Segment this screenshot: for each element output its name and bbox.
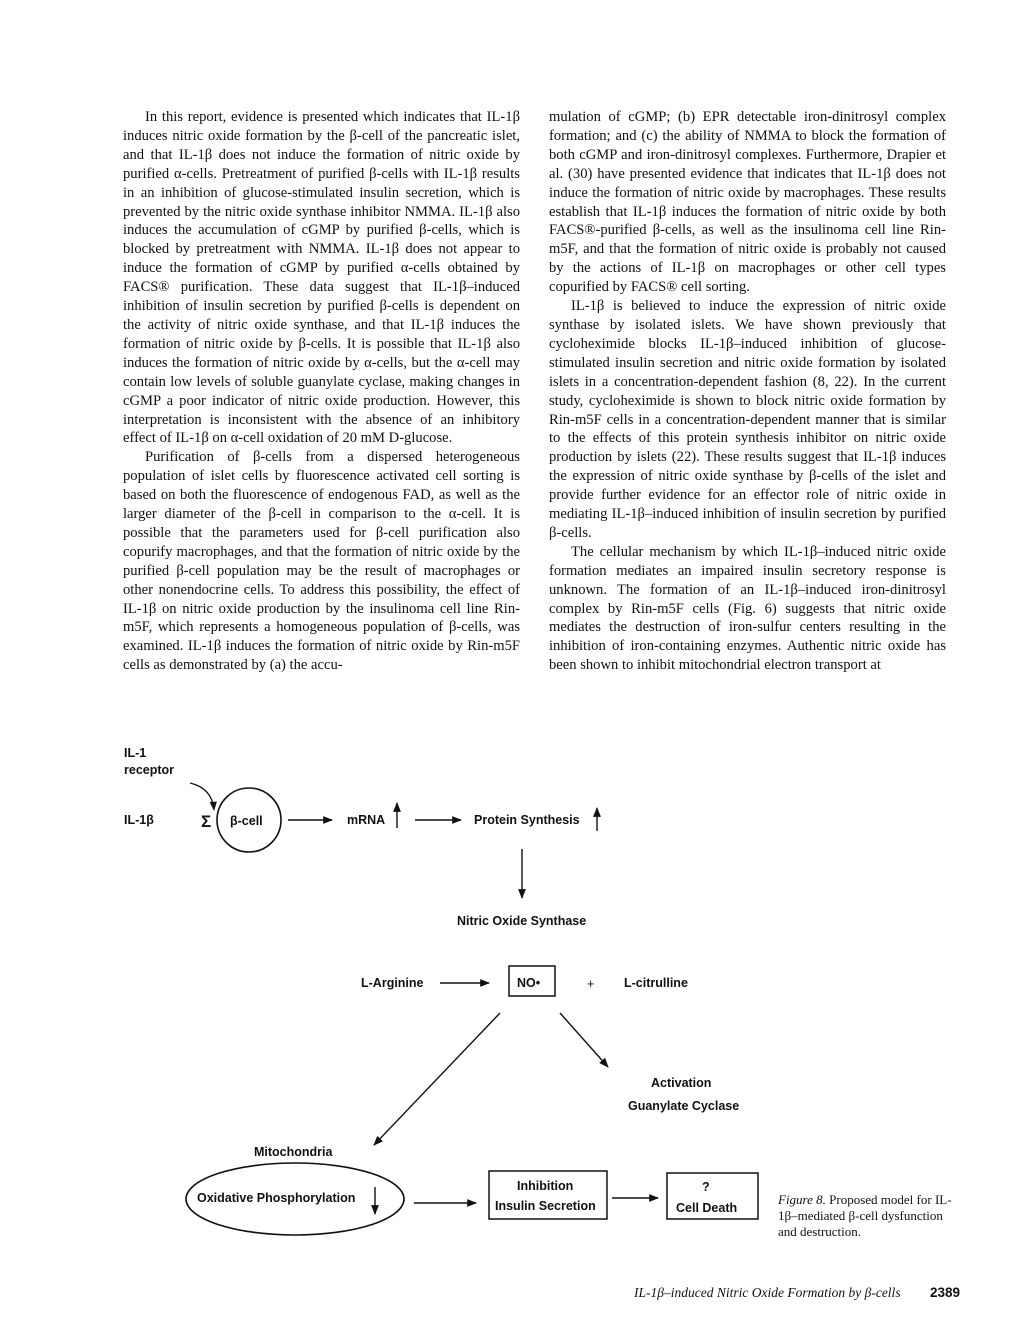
no-label: NO• — [517, 976, 541, 990]
insulin-secretion-label: Insulin Secretion — [495, 1199, 596, 1213]
inhibition-label: Inhibition — [517, 1179, 574, 1193]
receptor-label-line1: IL-1 — [124, 746, 147, 760]
l-citrulline-label: L-citrulline — [624, 976, 688, 990]
figure-caption — [778, 1192, 953, 1240]
receptor-pointer-arrow — [190, 783, 214, 810]
activation-label: Activation — [651, 1076, 712, 1090]
paragraph: mulation of cGMP; (b) EPR detectable iron-dinitrosyl complex formation; and (c) the ability of NMMA to block the formation of both cGMP and iron-dinitrosyl complexes. Furthermore, Drapier et al. (30) have presented evidence that indicates that IL-1β does not induce the formation of nitric oxide by macrophages. These results establish that IL-1β induces the formation of nitric oxide by both FACS®-purified β-cells, as well as the insulinoma cell line Rin-m5F, and that the formation of nitric oxide is probably not caused by the actions of IL-1β on macrophages or other cell types copurified by FACS® cell sorting. — [549, 109, 946, 296]
arrow-no-to-mitochondria — [374, 1013, 500, 1145]
paragraph: Purification of β-cells from a dispersed heterogeneous population of islet cells by fluorescence activated cell sorting is based on both the fluorescence of endogenous FAD, as well as the larger diameter of the β-cell in comparison to the α-cell. It is possible that the parameters used for β-cell purification also copurify macrophages, and that the formation of nitric oxide by the purified β-cell population may be the result of macrophages or other nonendocrine cells. To address this possibility, the effect of IL-1β on nitric oxide production by the insulinoma cell line Rin-m5F, which represents a homogeneous population of β-cells, was examined. IL-1β induces the formation of nitric oxide by Rin-m5F cells as demonstrated by (a) the accu- — [123, 449, 520, 674]
caption-label: Figure 8. — [778, 1192, 826, 1207]
running-title: IL-1β–induced Nitric Oxide Formation by β-cells — [634, 1285, 901, 1300]
arrow-no-to-guanylate — [560, 1013, 608, 1067]
page-number: 2389 — [929, 1285, 960, 1300]
oxphos-label: Oxidative Phosphorylation — [197, 1191, 356, 1205]
question-mark: ? — [702, 1180, 710, 1194]
beta-cell-label: β-cell — [230, 814, 263, 828]
cell-death-label: Cell Death — [676, 1201, 738, 1215]
mrna-label: mRNA — [347, 813, 386, 827]
plus-sign: + — [587, 977, 595, 991]
paragraph: In this report, evidence is presented which indicates that IL-1β induces nitric oxide formation by the β-cell of the pancreatic islet, and that IL-1β does not induce the formation of nitric oxide by purified α-cells. Pretreatment of purified β-cells with IL-1β results in an inhibition of glucose-stimulated insulin secretion, which is prevented by the nitric oxide synthase inhibitor NMMA. IL-1β also induces the accumulation of cGMP by purified β-cells, which is blocked by pretreatment with NMMA. IL-1β does not appear to induce the formation of cGMP by purified α-cells obtained by FACS® purification. These data suggest that IL-1β–induced inhibition of insulin secretion by purified β-cells is dependent on the activity of nitric oxide synthase, and that IL-1β induces the formation of nitric oxide by β-cells. It is possible that IL-1β also induces the formation of nitric oxide by α-cells, but the α-cell may contain low levels of soluble guanylate cyclase, making changes in cGMP a poor indicator of nitric oxide production. However, this interpretation is inconsistent with the absence of an inhibitory effect of IL-1β on α-cell oxidation of 20 mM D-glucose. — [123, 109, 520, 447]
il1b-label: IL-1β — [124, 813, 154, 827]
receptor-label-line2: receptor — [124, 763, 175, 777]
protein-synthesis-label: Protein Synthesis — [474, 813, 580, 827]
paragraph: The cellular mechanism by which IL-1β–induced nitric oxide formation mediates an impaired insulin secretory response is unknown. The formation of an IL-1β–induced iron-dinitrosyl complex by Rin-m5F cells (Fig. 6) suggests that nitric oxide mediates the destruction of iron-sulfur centers resulting in the inhibition of iron-containing enzymes. Authentic nitric oxide has been shown to inhibit mitochondrial electron transport at — [549, 543, 946, 674]
guanylate-cyclase-label: Guanylate Cyclase — [628, 1099, 740, 1113]
l-arginine-label: L-Arginine — [361, 976, 424, 990]
nos-label: Nitric Oxide Synthase — [457, 914, 587, 928]
receptor-sigma-symbol: Σ — [201, 812, 212, 831]
caption-text: Proposed model for IL-1β–mediated β-cell dysfunction and destruction. — [778, 1192, 952, 1239]
paragraph: IL-1β is believed to induce the expression of nitric oxide synthase by isolated islets. We have shown previously that cycloheximide blocks IL-1β–induced inhibition of glucose-stimulated insulin secretion and nitric oxide formation by isolated islets in a concentration-dependent fashion (8, 22). In the current study, cycloheximide is shown to block nitric oxide formation by Rin-m5F cells in a concentration-dependent manner that is similar to the effects of this protein synthesis inhibitor on nitric oxide production by islets (22). These results suggest that IL-1β induces the expression of nitric oxide synthase by β-cells of the islet and provide further evidence for an effector role of nitric oxide in mediating IL-1β–induced inhibition of insulin secretion by purified β-cells. — [549, 298, 946, 541]
mitochondria-label: Mitochondria — [254, 1145, 333, 1159]
page-footer — [560, 1285, 960, 1301]
